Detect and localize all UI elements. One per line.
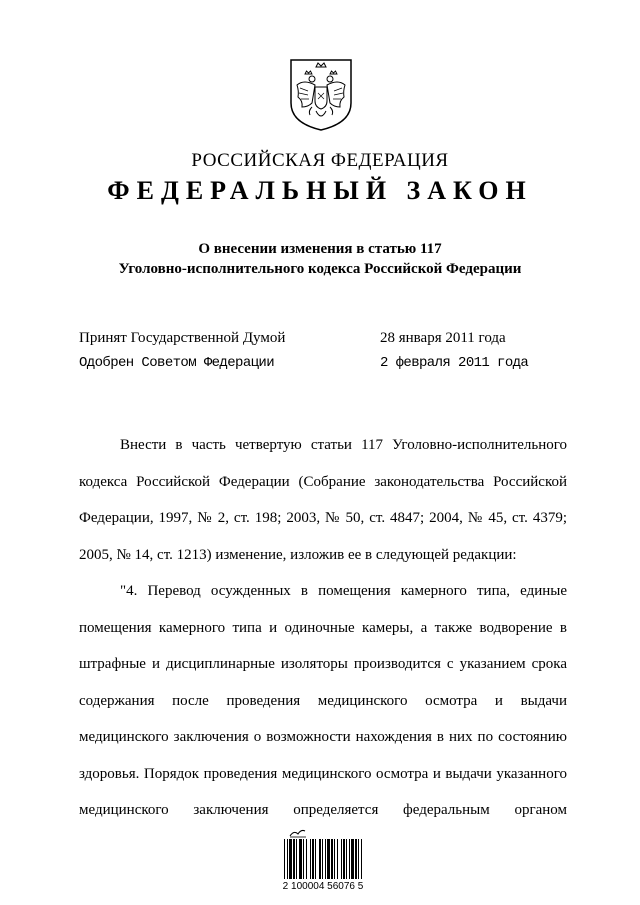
body-paragraph: "4. Перевод осужденных в помещения камерного типа, единые помещения камерного типа и одиночные камеры, а также водворение в штрафные и дисциплинарные изоляторы производится с указанием срока содержания после проведения медицинского осмотра и выдачи медицинского заключения о возможности нахождения в них по состоянию здоровья. Порядок проведения медицинского осмотра и выдачи указанного медицинского заключения определяется федеральным органом xyxy=(79,583,567,818)
coat-of-arms-icon xyxy=(288,57,354,133)
country-title: РОССИЙСКАЯ ФЕДЕРАЦИЯ xyxy=(191,150,449,171)
barcode-block xyxy=(283,828,363,898)
council-approval-label: Одобрен Советом Федерации xyxy=(79,355,275,371)
barcode-icon xyxy=(283,839,363,879)
duma-adoption-date: 28 января 2011 года xyxy=(380,330,506,346)
law-subject-line: Уголовно-исполнительного кодекса Российской Федерации xyxy=(118,261,522,277)
document-type-title: ФЕДЕРАЛЬНЫЙ ЗАКОН xyxy=(107,176,533,205)
registration-mark-icon xyxy=(289,828,307,838)
council-approval-date: 2 февраля 2011 года xyxy=(380,355,529,371)
body-paragraph: Внести в часть четвертую статьи 117 Уголовно-исполнительного кодекса Российской Федерации (Собрание законодательства Российской Федерации, 1997, № 2, ст. 198; 2003, № 50, ст. 4847; 2004, № 45, ст. 4379; 2005, № 14, ст. 1213) изменение, изложив ее в следующей редакции: xyxy=(79,437,567,563)
duma-adoption-label: Принят Государственной Думой xyxy=(79,330,286,346)
law-body xyxy=(79,427,567,829)
law-subject-line: О внесении изменения в статью 117 xyxy=(198,241,442,257)
law-subject xyxy=(0,239,640,279)
barcode-number: 2 100004 56076 5 xyxy=(282,881,364,892)
